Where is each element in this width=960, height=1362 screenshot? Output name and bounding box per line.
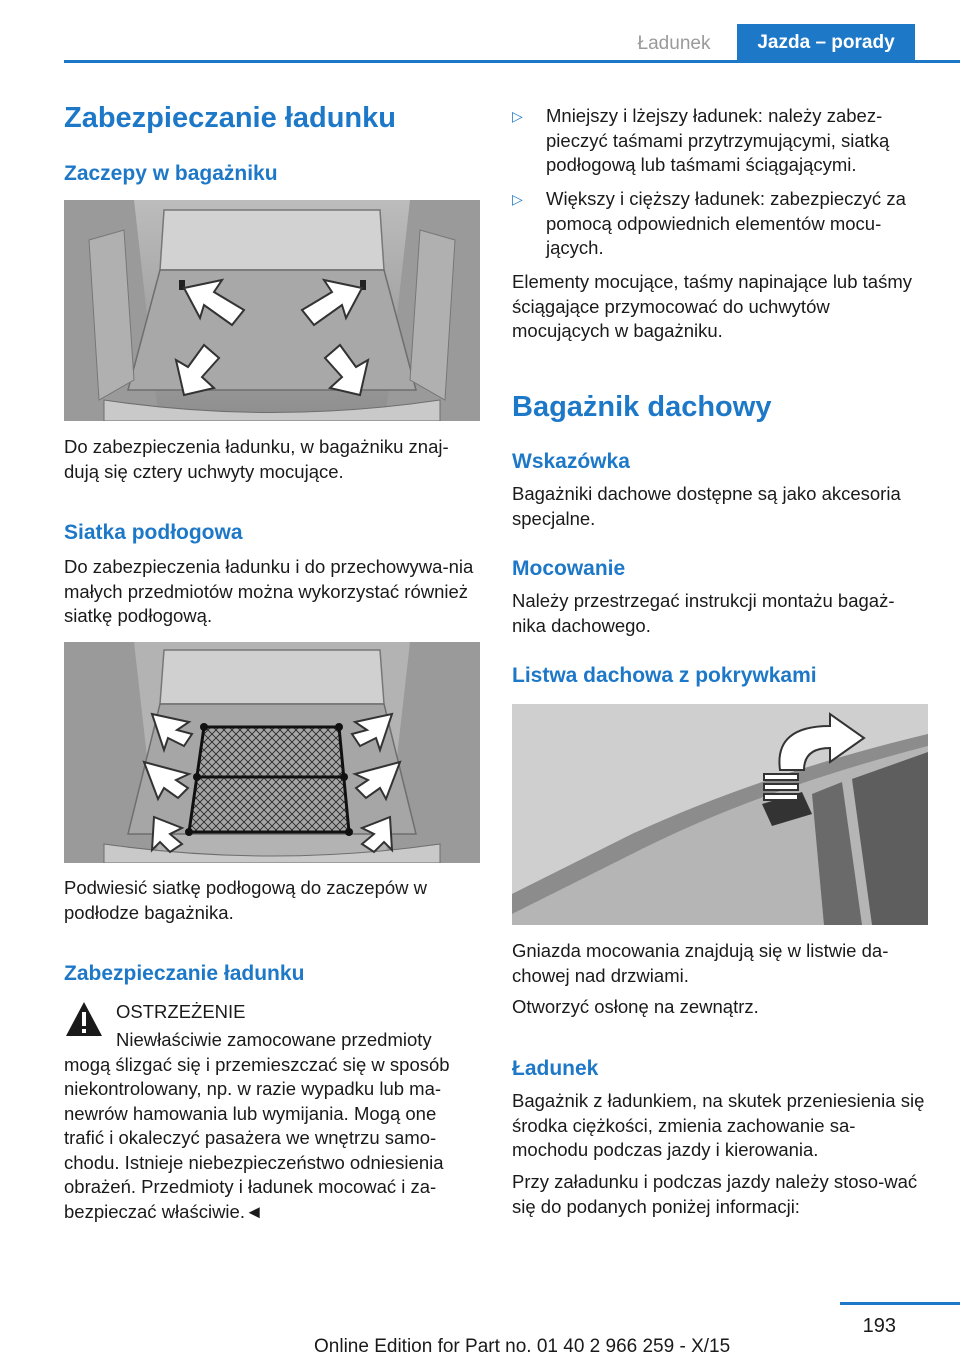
roof-rail-image	[512, 704, 928, 925]
heading-mocowanie: Mocowanie	[512, 557, 626, 580]
section-title-bagaznik-dachowy: Bagażnik dachowy	[512, 391, 772, 423]
floor-net-image	[64, 642, 480, 863]
heading-siatka: Siatka podłogowa	[64, 521, 243, 544]
paragraph-otworzyc: Otworzyć osłonę na zewnątrz.	[512, 996, 759, 1017]
paragraph-elementy: Elementy mocujące, taśmy napinające lub taśmy ściągające przymocować do uchwytów mocujących w bagażniku.	[512, 271, 912, 341]
paragraph-zaczepy: Do zabezpieczenia ładunku, w bagażniku znaj-dują się cztery uchwyty mocujące.	[64, 436, 449, 482]
heading-zaczepy: Zaczepy w bagażniku	[64, 162, 278, 185]
list-item	[512, 187, 930, 261]
page-number: 193	[862, 1315, 896, 1337]
bullet-text: Większy i cięższy ładunek: zabezpieczyć za pomocą odpowiednich elementów mocu-jących.	[546, 188, 906, 258]
heading-zabezpieczanie-ladunku: Zabezpieczanie ładunku	[64, 962, 305, 985]
paragraph-ladunek: Bagażnik z ładunkiem, na skutek przeniesienia się środka ciężkości, zmienia zachowanie sa-mochodu podczas jazdy i kierowania.	[512, 1090, 925, 1160]
footer-rule	[840, 1302, 960, 1305]
heading-listwa: Listwa dachowa z pokrywkami	[512, 664, 817, 687]
heading-ladunek: Ładunek	[512, 1057, 599, 1080]
online-edition-note: Online Edition for Part no. 01 40 2 966 259 - X/15	[314, 1336, 731, 1357]
bullet-text: Mniejszy i lżejszy ładunek: należy zabez-pieczyć taśmami przytrzymującymi, siatką podłogową lub taśmami ściągającymi.	[546, 105, 890, 175]
warning-text: Niewłaściwie zamocowane przedmioty mogą ślizgać się i przemieszczać się w sposób niekontrolowany, np. w razie wypadku lub ma-newrów hamowania lub wymijania. Mogą one trafić i okaleczyć pasażera we wnętrzu samo-chodu. Istnieje niebezpieczeństwo odniesienia obrażeń. Przedmioty i ładunek mocować i za-bezpieczać właściwie.◄	[64, 1029, 450, 1222]
paragraph-wskazowka: Bagażniki dachowe dostępne są jako akcesoria specjalne.	[512, 483, 901, 529]
section-title-zabezpieczanie: Zabezpieczanie ładunku	[64, 102, 396, 134]
paragraph-siatka: Do zabezpieczenia ładunku i do przechowywa-nia małych przedmiotów można wykorzystać również siatkę podłogową.	[64, 556, 474, 626]
paragraph-gniazda: Gniazda mocowania znajdują się w listwie da-chowej nad drzwiami.	[512, 940, 889, 986]
caption-siatka: Podwiesić siatkę podłogową do zaczepów w podłodze bagażnika.	[64, 877, 428, 923]
header-tab-ladunek[interactable]: Ładunek	[637, 33, 711, 54]
paragraph-mocowanie: Należy przestrzegać instrukcji montażu bagaż-nika dachowego.	[512, 590, 895, 636]
header-rule	[64, 60, 960, 63]
list-item	[512, 104, 930, 178]
header-tab-jazda-porady[interactable]: Jazda – porady	[737, 24, 915, 62]
trunk-tie-downs-image	[64, 200, 480, 421]
heading-wskazowka: Wskazówka	[512, 450, 630, 473]
warning-label: OSTRZEŻENIE	[116, 1001, 246, 1022]
paragraph-zaladunek: Przy załadunku i podczas jazdy należy stoso-wać się do podanych poniżej informacji:	[512, 1171, 918, 1217]
bullet-triangle-icon: ▷	[512, 191, 523, 207]
bullet-triangle-icon: ▷	[512, 108, 523, 124]
